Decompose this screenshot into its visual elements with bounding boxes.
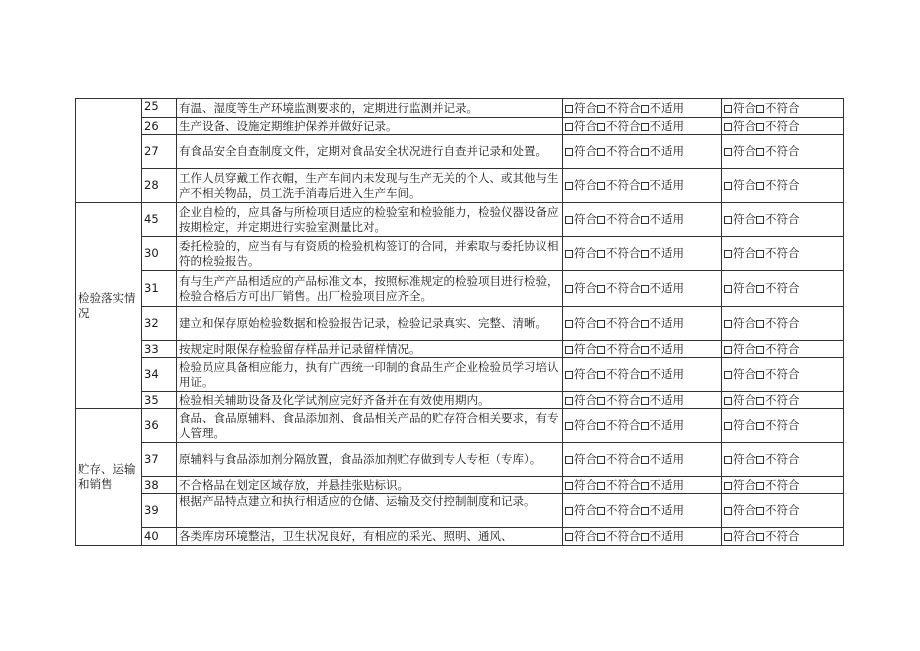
checkbox-conform[interactable] bbox=[724, 216, 732, 224]
requirement-text: 有与生产产品相适应的产品标准文本，按照标准规定的检验项目进行检验，检验合格后方可出厂销售。出厂检验项目应齐全。 bbox=[177, 271, 563, 307]
table-row bbox=[76, 307, 844, 341]
checkbox-nonconform[interactable] bbox=[756, 148, 764, 156]
checkbox-conform[interactable] bbox=[724, 482, 732, 490]
requirement-text: 食品、食品原辅料、食品添加剂、食品相关产品的贮存符合相关要求，有专人管理。 bbox=[177, 409, 563, 443]
result-options: 符合 不符合 bbox=[722, 203, 844, 237]
item-number: 45 bbox=[142, 203, 177, 237]
table-row bbox=[76, 237, 844, 271]
checkbox-nonconform[interactable] bbox=[597, 285, 605, 293]
item-number: 27 bbox=[142, 135, 177, 169]
checkbox-conform[interactable] bbox=[565, 105, 573, 113]
checkbox-nonconform[interactable] bbox=[597, 182, 605, 190]
compliance-options: 符合 不符合 不适用 bbox=[563, 409, 722, 443]
compliance-options: 符合 不符合 不适用 bbox=[563, 203, 722, 237]
checkbox-nonconform[interactable] bbox=[756, 456, 764, 464]
requirement-text: 检验相关辅助设备及化学试剂应完好齐备并在有效使用期内。 bbox=[177, 392, 563, 409]
checkbox-nonconform[interactable] bbox=[597, 456, 605, 464]
requirement-text: 生产设备、设施定期维护保养并做好记录。 bbox=[177, 118, 563, 135]
requirement-text: 有食品安全自查制度文件，定期对食品安全状况进行自查并记录和处置。 bbox=[177, 135, 563, 169]
table-row bbox=[76, 443, 844, 477]
checkbox-not-applicable[interactable] bbox=[641, 507, 649, 515]
table-row bbox=[76, 169, 844, 203]
checkbox-conform[interactable] bbox=[724, 533, 732, 541]
result-options: 符合 不符合 bbox=[722, 118, 844, 135]
requirement-text: 有温、湿度等生产环境监测要求的，定期进行监测并记录。 bbox=[177, 99, 563, 118]
compliance-options: 符合 不符合 不适用 bbox=[563, 341, 722, 358]
requirement-text: 根据产品特点建立和执行相适应的仓储、运输及交付控制制度和记录。 bbox=[177, 494, 563, 528]
checkbox-not-applicable[interactable] bbox=[641, 285, 649, 293]
checkbox-conform[interactable] bbox=[724, 507, 732, 515]
table-row bbox=[76, 392, 844, 409]
result-options: 符合 不符合 bbox=[722, 169, 844, 203]
checkbox-conform[interactable] bbox=[724, 250, 732, 258]
category-label: 检验落实情况 bbox=[76, 203, 142, 409]
checkbox-nonconform[interactable] bbox=[597, 346, 605, 354]
item-number: 37 bbox=[142, 443, 177, 477]
checkbox-conform[interactable] bbox=[565, 397, 573, 405]
checkbox-nonconform[interactable] bbox=[597, 397, 605, 405]
table-row bbox=[76, 494, 844, 528]
table-row bbox=[76, 477, 844, 494]
checkbox-conform[interactable] bbox=[724, 285, 732, 293]
checkbox-nonconform[interactable] bbox=[756, 346, 764, 354]
checkbox-conform[interactable] bbox=[565, 216, 573, 224]
checkbox-conform[interactable] bbox=[565, 123, 573, 131]
checkbox-conform[interactable] bbox=[724, 346, 732, 354]
result-options: 符合 不符合 bbox=[722, 443, 844, 477]
checkbox-conform[interactable] bbox=[565, 422, 573, 430]
checkbox-nonconform[interactable] bbox=[597, 533, 605, 541]
checkbox-conform[interactable] bbox=[724, 148, 732, 156]
result-options: 符合 不符合 bbox=[722, 528, 844, 546]
checkbox-conform[interactable] bbox=[724, 456, 732, 464]
checkbox-conform[interactable] bbox=[565, 456, 573, 464]
item-number: 36 bbox=[142, 409, 177, 443]
checkbox-conform[interactable] bbox=[724, 182, 732, 190]
compliance-options: 符合 不符合 不适用 bbox=[563, 271, 722, 307]
compliance-options: 符合 不符合 不适用 bbox=[563, 494, 722, 528]
checkbox-not-applicable[interactable] bbox=[641, 533, 649, 541]
checkbox-nonconform[interactable] bbox=[756, 422, 764, 430]
checkbox-nonconform[interactable] bbox=[756, 105, 764, 113]
compliance-options: 符合 不符合 不适用 bbox=[563, 99, 722, 118]
result-options: 符合 不符合 bbox=[722, 135, 844, 169]
checkbox-conform[interactable] bbox=[565, 182, 573, 190]
requirement-text: 各类库房环境整洁，卫生状况良好，有相应的采光、照明、通风、 bbox=[177, 528, 563, 546]
compliance-options: 符合 不符合 不适用 bbox=[563, 237, 722, 271]
checkbox-nonconform[interactable] bbox=[597, 507, 605, 515]
table-row bbox=[76, 358, 844, 392]
checkbox-not-applicable[interactable] bbox=[641, 148, 649, 156]
checkbox-conform[interactable] bbox=[565, 250, 573, 258]
compliance-options: 符合 不符合 不适用 bbox=[563, 169, 722, 203]
checkbox-conform[interactable] bbox=[724, 105, 732, 113]
requirement-text: 委托检验的，应当有与有资质的检验机构签订的合同，并索取与委托协议相符的检验报告。 bbox=[177, 237, 563, 271]
item-number: 31 bbox=[142, 271, 177, 307]
table-row bbox=[76, 135, 844, 169]
checkbox-nonconform[interactable] bbox=[756, 250, 764, 258]
compliance-options: 符合 不符合 不适用 bbox=[563, 392, 722, 409]
table-row bbox=[76, 528, 844, 546]
checkbox-nonconform[interactable] bbox=[597, 250, 605, 258]
requirement-text: 原辅料与食品添加剂分隔放置，食品添加剂贮存做到专人专柜（专库）。 bbox=[177, 443, 563, 477]
item-number: 30 bbox=[142, 237, 177, 271]
result-options: 符合 不符合 bbox=[722, 341, 844, 358]
compliance-options: 符合 不符合 不适用 bbox=[563, 307, 722, 341]
table-row bbox=[76, 118, 844, 135]
requirement-text: 工作人员穿戴工作衣帽，生产车间内未发现与生产无关的个人、或其他与生产不相关物品，员工洗手消毒后进入生产车间。 bbox=[177, 169, 563, 203]
category-label: 贮存、运输和销售 bbox=[76, 409, 142, 546]
item-number: 34 bbox=[142, 358, 177, 392]
checkbox-nonconform[interactable] bbox=[597, 320, 605, 328]
inspection-checklist-table bbox=[75, 98, 844, 546]
checkbox-nonconform[interactable] bbox=[597, 123, 605, 131]
table-row bbox=[76, 99, 844, 118]
item-number: 39 bbox=[142, 494, 177, 528]
checkbox-not-applicable[interactable] bbox=[641, 182, 649, 190]
compliance-options: 符合 不符合 不适用 bbox=[563, 477, 722, 494]
compliance-options: 符合 不符合 不适用 bbox=[563, 358, 722, 392]
item-number: 28 bbox=[142, 169, 177, 203]
checkbox-nonconform[interactable] bbox=[756, 123, 764, 131]
checkbox-nonconform[interactable] bbox=[756, 216, 764, 224]
requirement-text: 企业自检的，应具备与所检项目适应的检验室和检验能力，检验仪器设备应按期检定，并定期进行实验室测量比对。 bbox=[177, 203, 563, 237]
checkbox-nonconform[interactable] bbox=[756, 182, 764, 190]
checkbox-not-applicable[interactable] bbox=[641, 397, 649, 405]
result-options: 符合 不符合 bbox=[722, 237, 844, 271]
checkbox-conform[interactable] bbox=[724, 397, 732, 405]
checkbox-nonconform[interactable] bbox=[597, 422, 605, 430]
checkbox-nonconform[interactable] bbox=[756, 285, 764, 293]
checkbox-conform[interactable] bbox=[724, 422, 732, 430]
table-row bbox=[76, 203, 844, 237]
checkbox-not-applicable[interactable] bbox=[641, 123, 649, 131]
compliance-options: 符合 不符合 不适用 bbox=[563, 118, 722, 135]
checkbox-conform[interactable] bbox=[565, 533, 573, 541]
checkbox-conform[interactable] bbox=[565, 371, 573, 379]
checkbox-not-applicable[interactable] bbox=[641, 422, 649, 430]
item-number: 38 bbox=[142, 477, 177, 494]
checkbox-nonconform[interactable] bbox=[756, 397, 764, 405]
checkbox-nonconform[interactable] bbox=[756, 533, 764, 541]
table-row bbox=[76, 271, 844, 307]
result-options: 符合 不符合 bbox=[722, 477, 844, 494]
item-number: 32 bbox=[142, 307, 177, 341]
checkbox-nonconform[interactable] bbox=[756, 320, 764, 328]
result-options: 符合 不符合 bbox=[722, 307, 844, 341]
checkbox-conform[interactable] bbox=[565, 507, 573, 515]
checkbox-not-applicable[interactable] bbox=[641, 105, 649, 113]
checkbox-conform[interactable] bbox=[565, 320, 573, 328]
compliance-options: 符合 不符合 不适用 bbox=[563, 528, 722, 546]
checkbox-conform[interactable] bbox=[724, 123, 732, 131]
compliance-options: 符合 不符合 不适用 bbox=[563, 443, 722, 477]
category-cell-blank bbox=[76, 99, 142, 203]
checkbox-conform[interactable] bbox=[724, 320, 732, 328]
checkbox-conform[interactable] bbox=[565, 285, 573, 293]
table-row bbox=[76, 341, 844, 358]
requirement-text: 检验员应具备相应能力，执有广西统一印制的食品生产企业检验员学习培认用证。 bbox=[177, 358, 563, 392]
item-number: 25 bbox=[142, 99, 177, 118]
requirement-text: 建立和保存原始检验数据和检验报告记录，检验记录真实、完整、清晰。 bbox=[177, 307, 563, 341]
item-number: 40 bbox=[142, 528, 177, 546]
checkbox-nonconform[interactable] bbox=[756, 371, 764, 379]
result-options: 符合 不符合 bbox=[722, 99, 844, 118]
checkbox-conform[interactable] bbox=[565, 148, 573, 156]
compliance-options: 符合 不符合 不适用 bbox=[563, 135, 722, 169]
result-options: 符合 不符合 bbox=[722, 271, 844, 307]
checkbox-nonconform[interactable] bbox=[597, 482, 605, 490]
item-number: 26 bbox=[142, 118, 177, 135]
checkbox-not-applicable[interactable] bbox=[641, 320, 649, 328]
checkbox-nonconform[interactable] bbox=[756, 507, 764, 515]
table-row bbox=[76, 409, 844, 443]
checkbox-conform[interactable] bbox=[565, 346, 573, 354]
item-number: 33 bbox=[142, 341, 177, 358]
checkbox-not-applicable[interactable] bbox=[641, 456, 649, 464]
checkbox-not-applicable[interactable] bbox=[641, 250, 649, 258]
checkbox-nonconform[interactable] bbox=[597, 216, 605, 224]
checkbox-conform[interactable] bbox=[724, 371, 732, 379]
checkbox-conform[interactable] bbox=[565, 482, 573, 490]
checkbox-nonconform[interactable] bbox=[756, 482, 764, 490]
checkbox-not-applicable[interactable] bbox=[641, 371, 649, 379]
result-options: 符合 不符合 bbox=[722, 358, 844, 392]
checkbox-not-applicable[interactable] bbox=[641, 346, 649, 354]
checkbox-not-applicable[interactable] bbox=[641, 216, 649, 224]
result-options: 符合 不符合 bbox=[722, 494, 844, 528]
checkbox-nonconform[interactable] bbox=[597, 371, 605, 379]
requirement-text: 按规定时限保存检验留存样品并记录留样情况。 bbox=[177, 341, 563, 358]
result-options: 符合 不符合 bbox=[722, 409, 844, 443]
result-options: 符合 不符合 bbox=[722, 392, 844, 409]
checkbox-nonconform[interactable] bbox=[597, 105, 605, 113]
requirement-text: 不合格品在划定区域存放，并悬挂张贴标识。 bbox=[177, 477, 563, 494]
item-number: 35 bbox=[142, 392, 177, 409]
checkbox-not-applicable[interactable] bbox=[641, 482, 649, 490]
checkbox-nonconform[interactable] bbox=[597, 148, 605, 156]
